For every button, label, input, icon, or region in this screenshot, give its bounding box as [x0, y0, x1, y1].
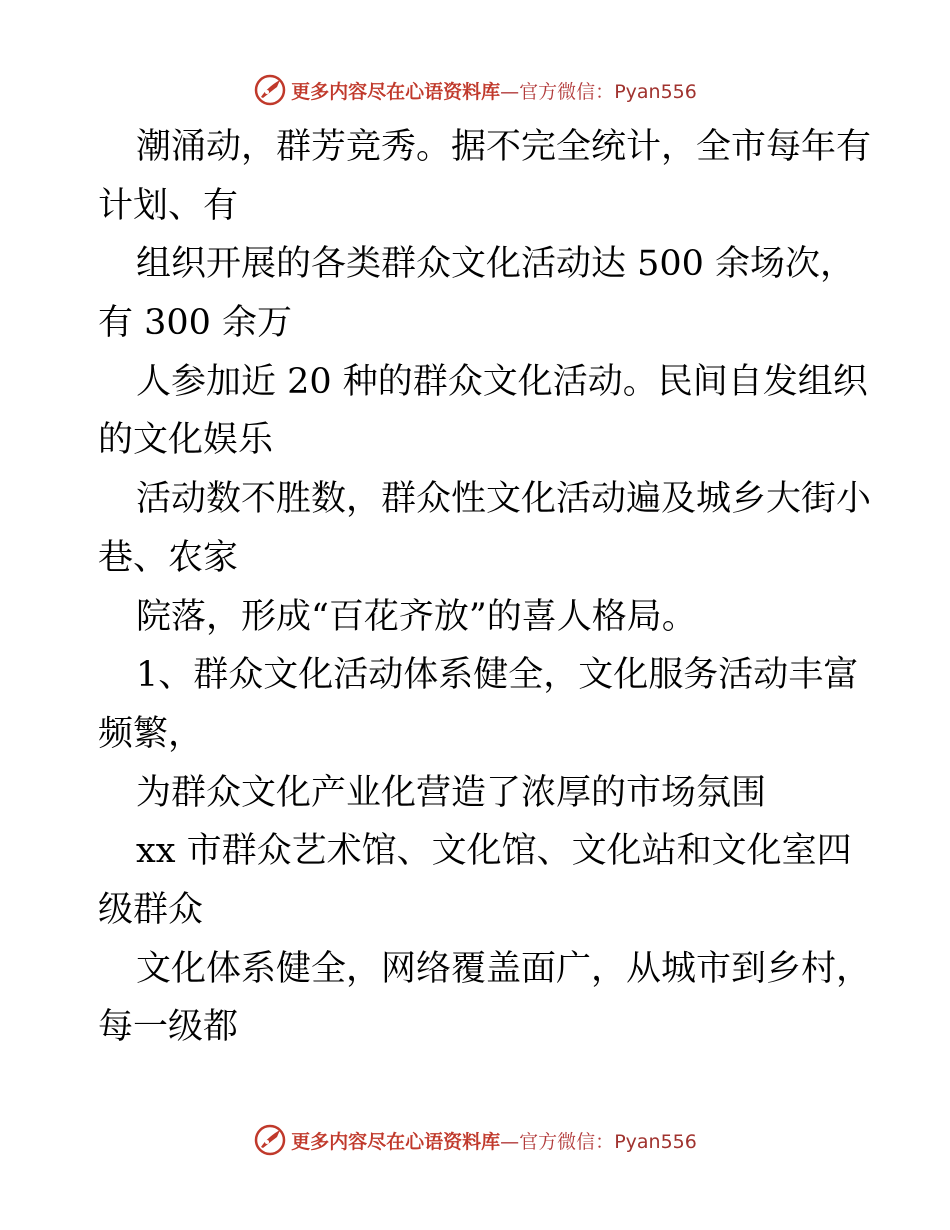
body-line: 级群众	[98, 889, 204, 930]
body-line: 每一级都	[98, 1007, 239, 1048]
document-body	[98, 118, 872, 1057]
body-line: 计划、有	[98, 185, 239, 226]
footer-wechat-id: Pyan556	[614, 1130, 697, 1153]
body-line: 的文化娱乐	[98, 420, 274, 461]
footer-brand-text: 更多内容尽在心语资料库	[291, 1130, 501, 1153]
pen-circle-logo-icon	[253, 1123, 287, 1157]
header-wechat-label: 官方微信：	[519, 80, 615, 103]
body-line: 人参加近 20 种的群众文化活动。民间自发组织	[136, 361, 868, 402]
body-line: 巷、农家	[98, 537, 239, 578]
body-line: 潮涌动，群芳竞秀。据不完全统计，全市每年有	[136, 127, 872, 167]
footer-banner-text	[291, 1127, 697, 1154]
body-line: 组织开展的各类群众文化活动达 500 余场次，	[136, 244, 856, 285]
body-line: 院落，形成“百花齐放”的喜人格局。	[136, 596, 697, 637]
body-line: 有 300 余万	[98, 303, 293, 344]
body-line: 活动数不胜数，群众性文化活动遍及城乡大街小	[136, 479, 872, 520]
footer-banner	[0, 1120, 950, 1160]
header-separator: —	[500, 80, 520, 103]
header-brand-text: 更多内容尽在心语资料库	[291, 80, 501, 103]
footer-wechat-label: 官方微信：	[519, 1130, 615, 1153]
body-line: 文化体系健全，网络覆盖面广，从城市到乡村，	[136, 948, 872, 989]
pen-circle-logo-icon	[253, 73, 287, 107]
body-line: 为群众文化产业化营造了浓厚的市场氛围	[136, 772, 767, 813]
header-wechat-id: Pyan556	[614, 80, 697, 103]
footer-separator: —	[500, 1130, 520, 1153]
header-banner	[0, 70, 950, 110]
body-line: 频繁，	[98, 713, 204, 754]
body-line: 1、群众文化活动体系健全，文化服务活动丰富	[136, 655, 859, 696]
body-line: xx 市群众艺术馆、文化馆、文化站和文化室四	[136, 831, 852, 872]
header-banner-text	[291, 77, 697, 104]
